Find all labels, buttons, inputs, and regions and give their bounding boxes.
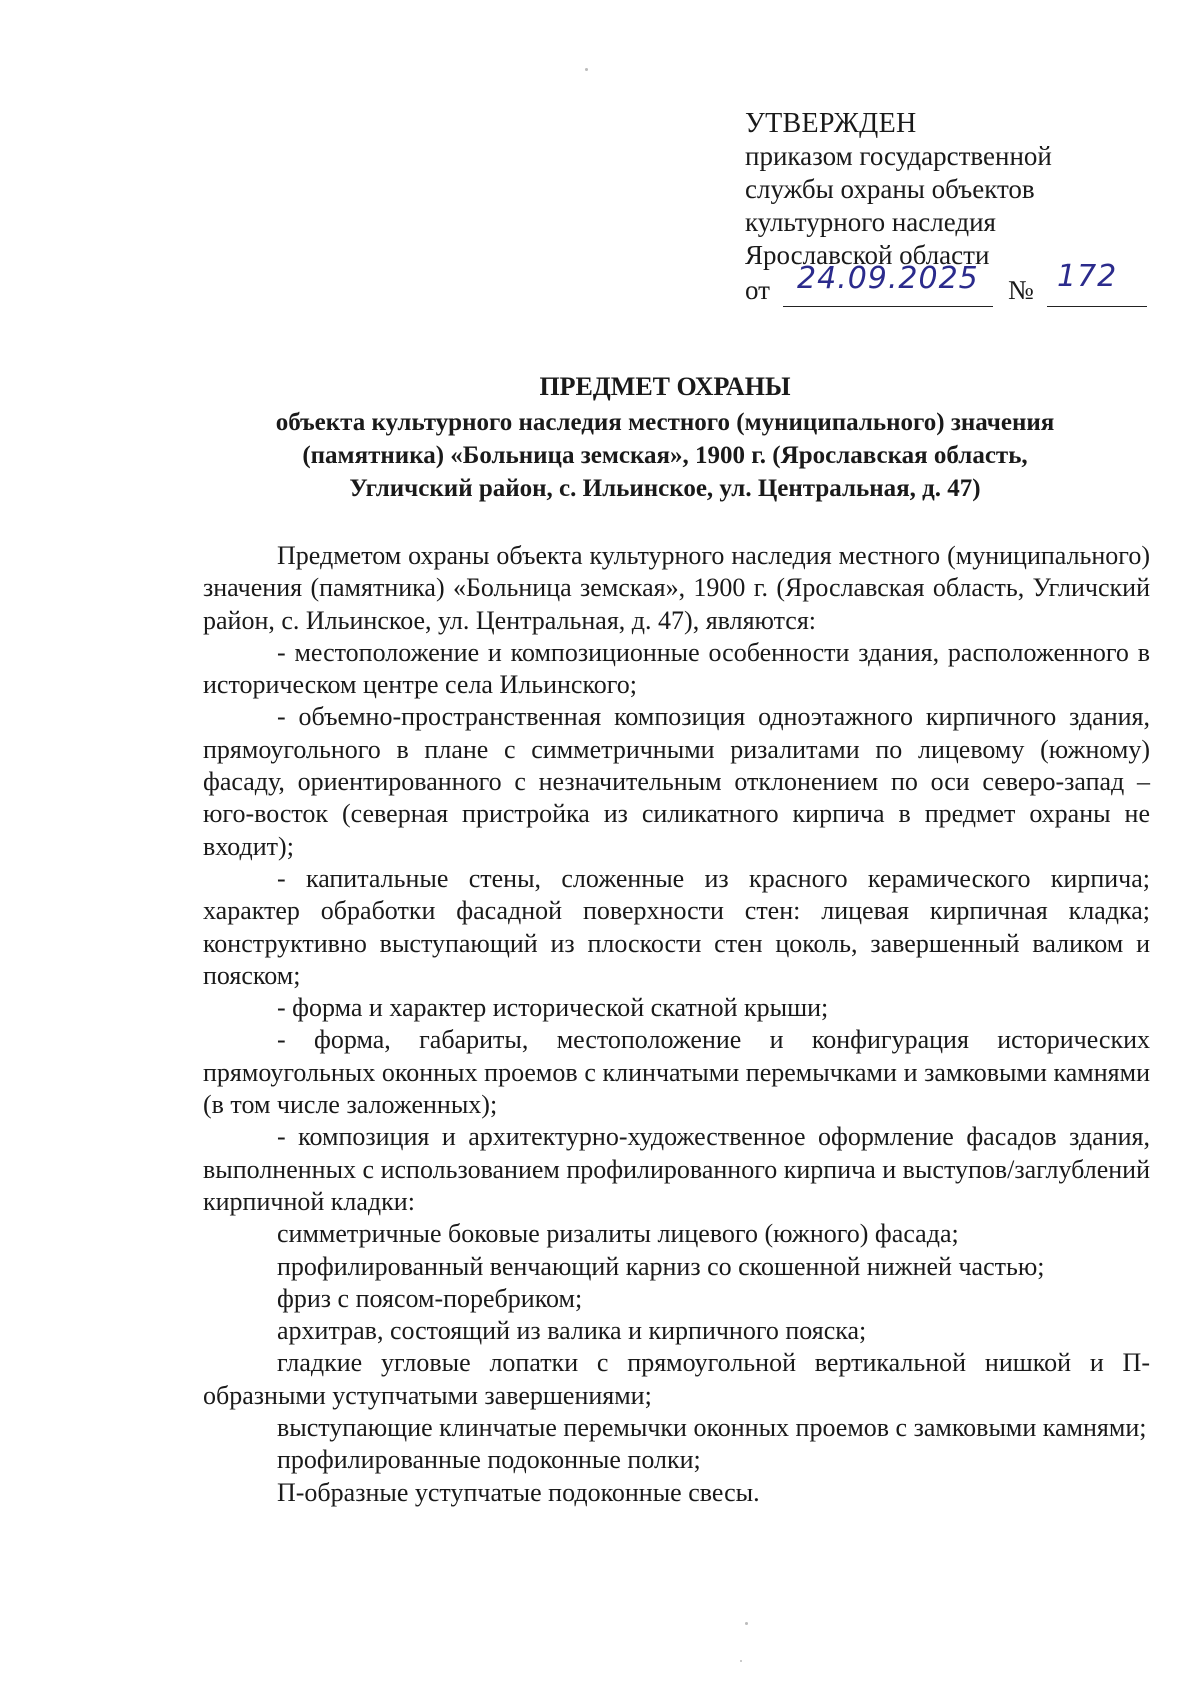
approval-line: культурного наследия bbox=[745, 207, 996, 237]
list-item: - капитальные стены, сложенные из красного керамического кирпича; характер обработки фасадной поверхности стен: лицевая кирпичная кладка; конструктивно выступающий из плоскости стен цоколь, завершенный валиком и пояском; bbox=[203, 863, 1150, 990]
heading-title: ПРЕДМЕТ ОХРАНЫ bbox=[539, 372, 791, 401]
order-date-number-row bbox=[745, 259, 1145, 312]
sub-list-item: выступающие клинчатые перемычки оконных проемов с замковыми камнями; bbox=[277, 1413, 1147, 1443]
sub-list-item: гладкие угловые лопатки с прямоугольной вертикальной нишкой и П-образными уступчатыми завершениями; bbox=[203, 1348, 1150, 1410]
intro-paragraph: Предметом охраны объекта культурного наследия местного (муниципального) значения (памятника) «Больница земская», 1900 г. (Ярославская область, Угличский район, с. Ильинское, ул. Центральная, д. 47), являются: bbox=[203, 541, 1150, 635]
document-heading bbox=[200, 370, 1130, 505]
approval-line: службы охраны объектов bbox=[745, 174, 1035, 204]
number-label: № bbox=[1008, 275, 1034, 305]
list-item: - форма и характер исторической скатной крыши; bbox=[277, 993, 829, 1023]
sub-list-item: фриз с поясом-поребриком; bbox=[277, 1283, 583, 1313]
sub-list-item: П-образные уступчатые подоконные свесы. bbox=[277, 1477, 760, 1507]
approval-block bbox=[745, 107, 1145, 312]
list-item: - местоположение и композиционные особенности здания, расположенного в историческом центре села Ильинского; bbox=[203, 637, 1150, 700]
list-item: - форма, габариты, местоположение и конфигурация исторических прямоугольных оконных проемов с клинчатыми перемычками и замковыми камнями (в том числе заложенных); bbox=[203, 1025, 1150, 1120]
sub-list-item: профилированные подоконные полки; bbox=[277, 1445, 701, 1475]
approval-line: приказом государственной bbox=[745, 141, 1052, 171]
list-item: - объемно-пространственная композиция одноэтажного кирпичного здания, прямоугольного в плане с симметричными ризалитами по лицевому (южному) фасаду, ориентированного с незначительным отклонением по оси северо-запад – юго-восток (северная пристройка из силикатного кирпича в предмет охраны не входит); bbox=[203, 702, 1150, 861]
heading-subtitle-line: Угличский район, с. Ильинское, ул. Центральная, д. 47) bbox=[349, 475, 981, 502]
scan-speck bbox=[745, 1622, 748, 1625]
list-item: - композиция и архитектурно-художественное оформление фасадов здания, выполненных с использованием профилированного кирпича и выступов/заглублений кирпичной кладки: bbox=[203, 1122, 1150, 1216]
scan-speck bbox=[740, 1660, 742, 1662]
heading-subtitle-line: объекта культурного наследия местного (муниципального) значения bbox=[275, 409, 1055, 436]
handwritten-date: 24.09.2025 bbox=[797, 261, 979, 296]
handwritten-number: 172 bbox=[1057, 259, 1118, 294]
sub-list-item: симметричные боковые ризалиты лицевого (южного) фасада; bbox=[277, 1219, 959, 1249]
approval-line: Ярославской области bbox=[745, 240, 990, 270]
approval-title: УТВЕРЖДЕН bbox=[745, 108, 917, 139]
scan-speck bbox=[585, 68, 588, 71]
sub-list-item: профилированный венчающий карниз со скошенной нижней частью; bbox=[277, 1251, 1045, 1281]
from-label: от bbox=[745, 275, 770, 305]
sub-list-item: архитрав, состоящий из валика и кирпичного пояска; bbox=[277, 1316, 867, 1346]
heading-subtitle-line: (памятника) «Больница земская», 1900 г. (Ярославская область, bbox=[302, 442, 1028, 469]
document-body bbox=[203, 540, 1150, 1509]
